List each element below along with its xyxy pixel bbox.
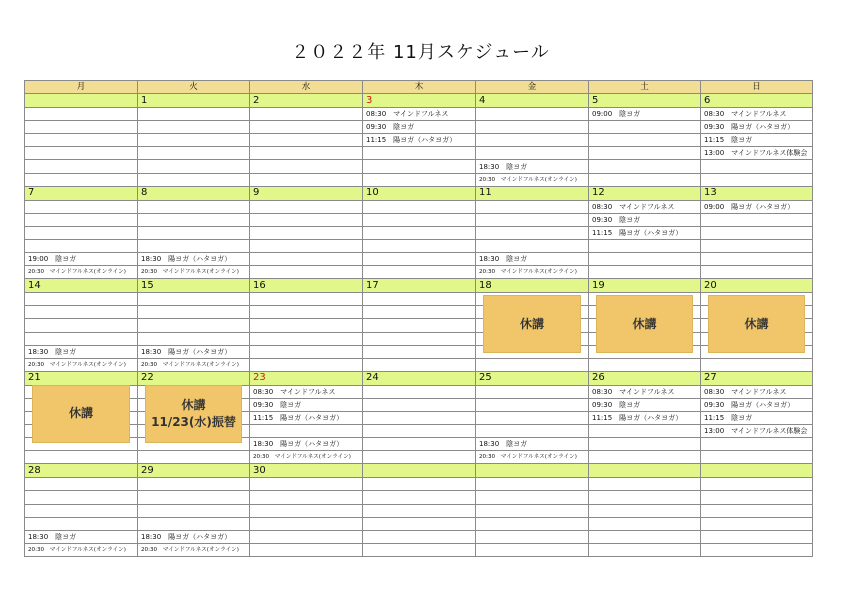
date-cell: [363, 464, 476, 478]
class-entry: [250, 173, 363, 186]
class-entry: [363, 266, 476, 279]
class-entry: [476, 121, 589, 134]
class-entry: 09:30 陽ヨガ（ハタヨガ）: [701, 121, 813, 134]
class-entry: [589, 239, 701, 252]
class-entry: 20:30 マインドフルネス(オンライン): [250, 451, 363, 464]
class-entry: [138, 517, 250, 530]
class-entry: [589, 173, 701, 186]
schedule-row: [25, 425, 813, 438]
date-cell: [476, 464, 589, 478]
class-entry: [25, 108, 138, 121]
schedule-row: [25, 200, 813, 213]
class-entry: [25, 213, 138, 226]
class-entry: 11:15 陽ヨガ（ハタヨガ）: [250, 411, 363, 424]
class-entry: [476, 134, 589, 147]
class-entry: [589, 425, 701, 438]
class-entry: [25, 134, 138, 147]
class-entry: [138, 108, 250, 121]
class-entry: [589, 266, 701, 279]
weekday-header: 木: [363, 81, 476, 94]
class-entry: 09:30 陰ヨガ: [589, 398, 701, 411]
date-cell: 24: [363, 371, 476, 385]
date-cell: 18: [476, 279, 589, 293]
class-entry: [250, 517, 363, 530]
weekday-header: 土: [589, 81, 701, 94]
class-entry: [138, 121, 250, 134]
class-entry: [138, 134, 250, 147]
closed-notice: [596, 295, 693, 353]
date-row: [25, 186, 813, 200]
class-entry: 20:30 マインドフルネス(オンライン): [138, 266, 250, 279]
class-entry: [138, 239, 250, 252]
schedule-row: [25, 385, 813, 398]
class-entry: 18:30 陰ヨガ: [476, 160, 589, 173]
schedule-row: [25, 332, 813, 345]
date-cell: 11: [476, 186, 589, 200]
class-entry: [250, 226, 363, 239]
class-entry: [250, 504, 363, 517]
schedule-row: [25, 306, 813, 319]
weekday-header-row: [25, 81, 813, 94]
class-entry: [701, 173, 813, 186]
class-entry: 09:30 陽ヨガ（ハタヨガ）: [701, 398, 813, 411]
class-entry: 20:30 マインドフルネス(オンライン): [25, 358, 138, 371]
class-entry: [589, 147, 701, 160]
schedule-row: [25, 451, 813, 464]
class-entry: [476, 517, 589, 530]
schedule-row: [25, 491, 813, 504]
date-cell: 5: [589, 94, 701, 108]
closed-notice: [145, 385, 242, 443]
class-entry: [138, 319, 250, 332]
class-entry: [476, 530, 589, 543]
class-entry: [250, 358, 363, 371]
schedule-row: [25, 121, 813, 134]
date-cell: 13: [701, 186, 813, 200]
closed-notice: [32, 385, 130, 443]
date-cell: 1: [138, 94, 250, 108]
class-entry: [589, 530, 701, 543]
class-entry: 08:30 マインドフルネス: [250, 385, 363, 398]
class-entry: [25, 517, 138, 530]
class-entry: [363, 200, 476, 213]
date-cell: 16: [250, 279, 363, 293]
class-entry: [476, 239, 589, 252]
class-entry: [363, 398, 476, 411]
class-entry: [701, 517, 813, 530]
class-entry: [25, 200, 138, 213]
closed-notice: [483, 295, 581, 353]
schedule-row: [25, 134, 813, 147]
class-entry: 08:30 マインドフルネス: [701, 108, 813, 121]
class-entry: [701, 543, 813, 556]
class-entry: [250, 160, 363, 173]
class-entry: 09:30 陰ヨガ: [363, 121, 476, 134]
class-entry: [589, 491, 701, 504]
date-cell: 2: [250, 94, 363, 108]
page-title: ２０２２年 11月スケジュール: [291, 42, 550, 63]
class-entry: [250, 200, 363, 213]
class-entry: [250, 213, 363, 226]
class-entry: [363, 425, 476, 438]
class-entry: [25, 226, 138, 239]
class-entry: 20:30 マインドフルネス(オンライン): [138, 543, 250, 556]
class-entry: [250, 530, 363, 543]
class-entry: 20:30 マインドフルネス(オンライン): [476, 173, 589, 186]
class-entry: [363, 358, 476, 371]
date-cell: 25: [476, 371, 589, 385]
class-entry: [250, 108, 363, 121]
class-entry: [363, 504, 476, 517]
class-entry: [25, 306, 138, 319]
date-cell: 20: [701, 279, 813, 293]
class-entry: 18:30 陽ヨガ（ハタヨガ）: [138, 253, 250, 266]
class-entry: [701, 438, 813, 451]
schedule-row: [25, 398, 813, 411]
class-entry: [363, 411, 476, 424]
class-entry: 18:30 陽ヨガ（ハタヨガ）: [250, 438, 363, 451]
class-entry: [138, 226, 250, 239]
class-entry: [138, 451, 250, 464]
class-entry: [363, 306, 476, 319]
class-entry: 09:00 陰ヨガ: [589, 108, 701, 121]
schedule-row: [25, 345, 813, 358]
date-cell: 30: [250, 464, 363, 478]
date-cell: 21: [25, 371, 138, 385]
closed-notice-text: 休講: [519, 316, 544, 331]
schedule-row: [25, 478, 813, 491]
schedule-row: [25, 504, 813, 517]
class-entry: [250, 319, 363, 332]
class-entry: 08:30 マインドフルネス: [701, 385, 813, 398]
class-entry: [250, 266, 363, 279]
class-entry: [363, 293, 476, 306]
schedule-row: [25, 147, 813, 160]
date-cell: 14: [25, 279, 138, 293]
date-cell: 9: [250, 186, 363, 200]
class-entry: [589, 134, 701, 147]
class-entry: [363, 543, 476, 556]
class-entry: 08:30 マインドフルネス: [589, 385, 701, 398]
date-cell: 23: [250, 371, 363, 385]
closed-notice: [708, 295, 805, 353]
class-entry: [250, 293, 363, 306]
weekday-header: 月: [25, 81, 138, 94]
class-entry: 18:30 陽ヨガ（ハタヨガ）: [138, 345, 250, 358]
class-entry: 13:00 マインドフルネス体験会: [701, 425, 813, 438]
class-entry: 11:15 陰ヨガ: [701, 134, 813, 147]
class-entry: 08:30 マインドフルネス: [363, 108, 476, 121]
date-cell: 6: [701, 94, 813, 108]
class-entry: 20:30 マインドフルネス(オンライン): [138, 358, 250, 371]
class-entry: [589, 478, 701, 491]
schedule-row: [25, 293, 813, 306]
date-cell: 7: [25, 186, 138, 200]
class-entry: 20:30 マインドフルネス(オンライン): [476, 266, 589, 279]
schedule-row: [25, 411, 813, 424]
weekday-header: 金: [476, 81, 589, 94]
schedule-row: [25, 266, 813, 279]
schedule-row: [25, 160, 813, 173]
class-entry: 11:15 陽ヨガ（ハタヨガ）: [589, 226, 701, 239]
schedule-row: [25, 358, 813, 371]
class-entry: [25, 319, 138, 332]
class-entry: [476, 491, 589, 504]
class-entry: [25, 332, 138, 345]
class-entry: 20:30 マインドフルネス(オンライン): [25, 266, 138, 279]
date-cell: 26: [589, 371, 701, 385]
class-entry: [25, 491, 138, 504]
class-entry: [589, 543, 701, 556]
class-entry: [25, 504, 138, 517]
date-cell: 27: [701, 371, 813, 385]
schedule-row: [25, 173, 813, 186]
class-entry: [250, 491, 363, 504]
class-entry: [363, 239, 476, 252]
closed-notice-text: 休講: [181, 397, 206, 412]
closed-notice-text: 休講: [632, 316, 657, 331]
class-entry: 13:00 マインドフルネス体験会: [701, 147, 813, 160]
schedule-row: [25, 213, 813, 226]
class-entry: 20:30 マインドフルネス(オンライン): [25, 543, 138, 556]
class-entry: [701, 160, 813, 173]
class-entry: [589, 451, 701, 464]
class-entry: [589, 121, 701, 134]
class-entry: [363, 213, 476, 226]
class-entry: [701, 358, 813, 371]
date-cell: [589, 464, 701, 478]
date-cell: [25, 94, 138, 108]
class-entry: [250, 253, 363, 266]
class-entry: [138, 504, 250, 517]
date-cell: 19: [589, 279, 701, 293]
class-entry: [250, 345, 363, 358]
class-entry: [589, 160, 701, 173]
class-entry: [250, 134, 363, 147]
class-entry: [589, 253, 701, 266]
class-entry: [363, 451, 476, 464]
class-entry: [476, 504, 589, 517]
class-entry: 20:30 マインドフルネス(オンライン): [476, 451, 589, 464]
class-entry: 11:15 陽ヨガ（ハタヨガ）: [589, 411, 701, 424]
class-entry: [476, 108, 589, 121]
date-cell: 10: [363, 186, 476, 200]
class-entry: 18:30 陽ヨガ（ハタヨガ）: [138, 530, 250, 543]
date-row: [25, 464, 813, 478]
date-cell: 29: [138, 464, 250, 478]
class-entry: [250, 306, 363, 319]
class-entry: [476, 200, 589, 213]
class-entry: [476, 398, 589, 411]
class-entry: [363, 319, 476, 332]
closed-notice-text: 11/23(水)振替: [151, 414, 236, 429]
class-entry: [476, 226, 589, 239]
class-entry: [138, 213, 250, 226]
class-entry: [363, 173, 476, 186]
date-row: [25, 279, 813, 293]
class-entry: 18:30 陰ヨガ: [476, 253, 589, 266]
class-entry: 19:00 陰ヨガ: [25, 253, 138, 266]
class-entry: 11:15 陰ヨガ: [701, 411, 813, 424]
date-cell: 12: [589, 186, 701, 200]
weekday-header: 水: [250, 81, 363, 94]
class-entry: [25, 478, 138, 491]
class-entry: [138, 332, 250, 345]
class-entry: [701, 504, 813, 517]
class-entry: [138, 160, 250, 173]
date-cell: 3: [363, 94, 476, 108]
closed-notice-text: 休講: [744, 316, 769, 331]
class-entry: [476, 543, 589, 556]
class-entry: 09:30 陰ヨガ: [589, 213, 701, 226]
class-entry: [701, 478, 813, 491]
class-entry: [701, 266, 813, 279]
class-entry: [138, 200, 250, 213]
schedule-row: [25, 226, 813, 239]
class-entry: 18:30 陰ヨガ: [25, 345, 138, 358]
class-entry: [250, 332, 363, 345]
schedule-row: [25, 108, 813, 121]
class-entry: [476, 147, 589, 160]
class-entry: [363, 517, 476, 530]
class-entry: [138, 306, 250, 319]
class-entry: 09:00 陽ヨガ（ハタヨガ）: [701, 200, 813, 213]
class-entry: [250, 425, 363, 438]
class-entry: [138, 491, 250, 504]
class-entry: [589, 438, 701, 451]
schedule-row: [25, 438, 813, 451]
class-entry: [363, 332, 476, 345]
class-entry: [476, 358, 589, 371]
class-entry: [476, 213, 589, 226]
class-entry: [25, 239, 138, 252]
closed-notice-text: 休講: [68, 406, 93, 421]
date-cell: 8: [138, 186, 250, 200]
date-cell: 28: [25, 464, 138, 478]
class-entry: [701, 530, 813, 543]
class-entry: [363, 478, 476, 491]
class-entry: [476, 425, 589, 438]
schedule-row: [25, 530, 813, 543]
class-entry: [138, 293, 250, 306]
schedule-row: [25, 253, 813, 266]
class-entry: [25, 293, 138, 306]
class-entry: [25, 451, 138, 464]
date-cell: 4: [476, 94, 589, 108]
class-entry: [250, 147, 363, 160]
class-entry: [589, 358, 701, 371]
class-entry: [363, 345, 476, 358]
weekday-header: 火: [138, 81, 250, 94]
class-entry: [363, 147, 476, 160]
date-cell: 22: [138, 371, 250, 385]
date-row: [25, 371, 813, 385]
class-entry: [701, 213, 813, 226]
schedule-calendar: [24, 80, 813, 557]
class-entry: [250, 121, 363, 134]
class-entry: [25, 173, 138, 186]
schedule-row: [25, 239, 813, 252]
class-entry: 11:15 陽ヨガ（ハタヨガ）: [363, 134, 476, 147]
class-entry: 18:30 陰ヨガ: [25, 530, 138, 543]
class-entry: [138, 478, 250, 491]
class-entry: 18:30 陰ヨガ: [476, 438, 589, 451]
class-entry: [363, 226, 476, 239]
class-entry: [25, 147, 138, 160]
weekday-header: 日: [701, 81, 813, 94]
class-entry: [363, 438, 476, 451]
class-entry: [701, 239, 813, 252]
class-entry: [701, 491, 813, 504]
class-entry: [250, 239, 363, 252]
class-entry: [363, 530, 476, 543]
class-entry: [701, 451, 813, 464]
class-entry: [363, 253, 476, 266]
date-cell: [701, 464, 813, 478]
class-entry: [701, 226, 813, 239]
class-entry: [476, 411, 589, 424]
class-entry: [589, 504, 701, 517]
schedule-row: [25, 543, 813, 556]
class-entry: 09:30 陰ヨガ: [250, 398, 363, 411]
date-cell: 15: [138, 279, 250, 293]
schedule-row: [25, 319, 813, 332]
date-cell: 17: [363, 279, 476, 293]
class-entry: [363, 160, 476, 173]
class-entry: [476, 385, 589, 398]
class-entry: [701, 253, 813, 266]
date-row: [25, 94, 813, 108]
class-entry: [250, 478, 363, 491]
class-entry: [363, 491, 476, 504]
class-entry: [589, 517, 701, 530]
class-entry: [25, 160, 138, 173]
class-entry: [363, 385, 476, 398]
class-entry: [476, 478, 589, 491]
class-entry: [250, 543, 363, 556]
class-entry: [138, 173, 250, 186]
class-entry: [25, 121, 138, 134]
schedule-row: [25, 517, 813, 530]
class-entry: [138, 147, 250, 160]
class-entry: 08:30 マインドフルネス: [589, 200, 701, 213]
